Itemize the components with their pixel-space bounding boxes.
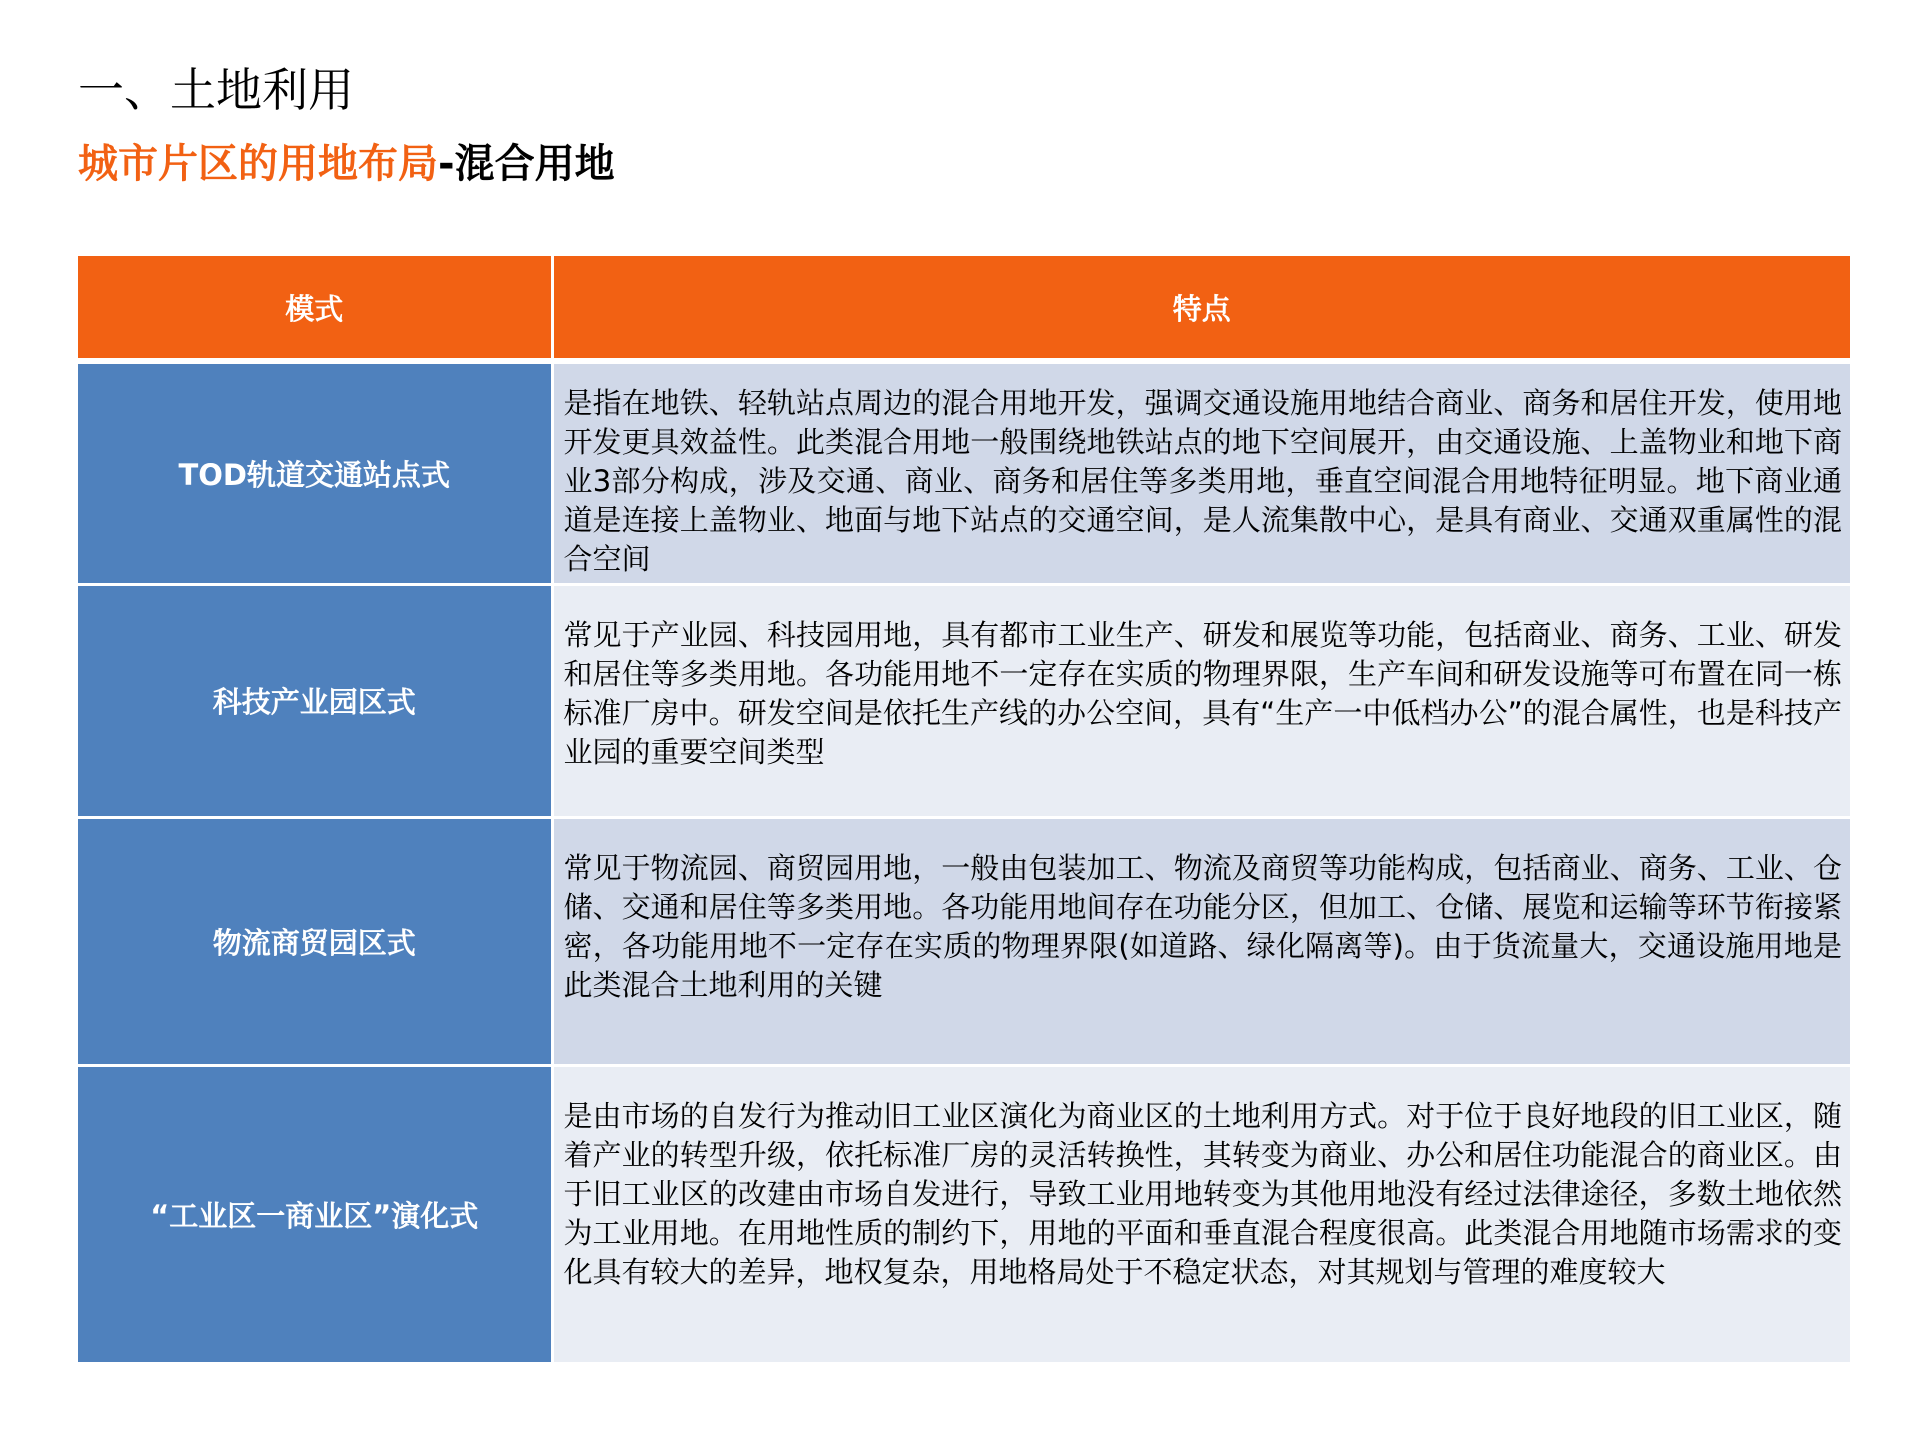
feature-cell: 是由市场的自发行为推动旧工业区演化为商业区的土地利用方式。对于位于良好地段的旧工业区，随着产业的转型升级，依托标准厂房的灵活转换性，其转变为商业、办公和居住功能混合的商业区。由于旧工业区的改建由市场自发进行，导致工业用地转变为其他用地没有经过法律途径，多数土地依然为工业用地。在用地性质的制约下，用地的平面和垂直混合程度很高。此类混合用地随市场需求的变化具有较大的差异，地权复杂，用地格局处于不稳定状态，对其规划与管理的难度较大 xyxy=(552,1065,1850,1363)
mixed-land-use-table xyxy=(78,256,1850,1365)
feature-cell: 常见于产业园、科技园用地，具有都市工业生产、研发和展览等功能，包括商业、商务、工业、研发和居住等多类用地。各功能用地不一定存在实质的物理界限，生产车间和研发设施等可布置在同一栋标准厂房中。研发空间是依托生产线的办公空间，具有“生产一中低档办公”的混合属性，也是科技产业园的重要空间类型 xyxy=(552,584,1850,817)
table-row xyxy=(78,361,1850,584)
mode-cell: “工业区一商业区”演化式 xyxy=(78,1065,552,1363)
subtitle-rest: -混合用地 xyxy=(438,141,615,187)
mode-cell: 物流商贸园区式 xyxy=(78,817,552,1065)
subtitle-highlight: 城市片区的用地布局 xyxy=(78,141,438,187)
table-header-row xyxy=(78,256,1850,361)
mode-cell: 科技产业园区式 xyxy=(78,584,552,817)
mode-cell: TOD轨道交通站点式 xyxy=(78,361,552,584)
header-feature: 特点 xyxy=(552,256,1850,361)
feature-cell: 常见于物流园、商贸园用地，一般由包装加工、物流及商贸等功能构成，包括商业、商务、工业、仓储、交通和居住等多类用地。各功能用地间存在功能分区，但加工、仓储、展览和运输等环节衔接紧密，各功能用地不一定存在实质的物理界限(如道路、绿化隔离等)。由于货流量大，交通设施用地是此类混合土地利用的关键 xyxy=(552,817,1850,1065)
table-row xyxy=(78,817,1850,1065)
feature-cell: 是指在地铁、轻轨站点周边的混合用地开发，强调交通设施用地结合商业、商务和居住开发，使用地开发更具效益性。此类混合用地一般围绕地铁站点的地下空间展开，由交通设施、上盖物业和地下商业3部分构成，涉及交通、商业、商务和居住等多类用地，垂直空间混合用地特征明显。地下商业通道是连接上盖物业、地面与地下站点的交通空间，是人流集散中心，是具有商业、交通双重属性的混合空间 xyxy=(552,361,1850,584)
table-row xyxy=(78,1065,1850,1363)
page-title: 一、土地利用 xyxy=(78,63,354,117)
table-row xyxy=(78,584,1850,817)
page-subtitle xyxy=(78,138,615,190)
header-mode: 模式 xyxy=(78,256,552,361)
